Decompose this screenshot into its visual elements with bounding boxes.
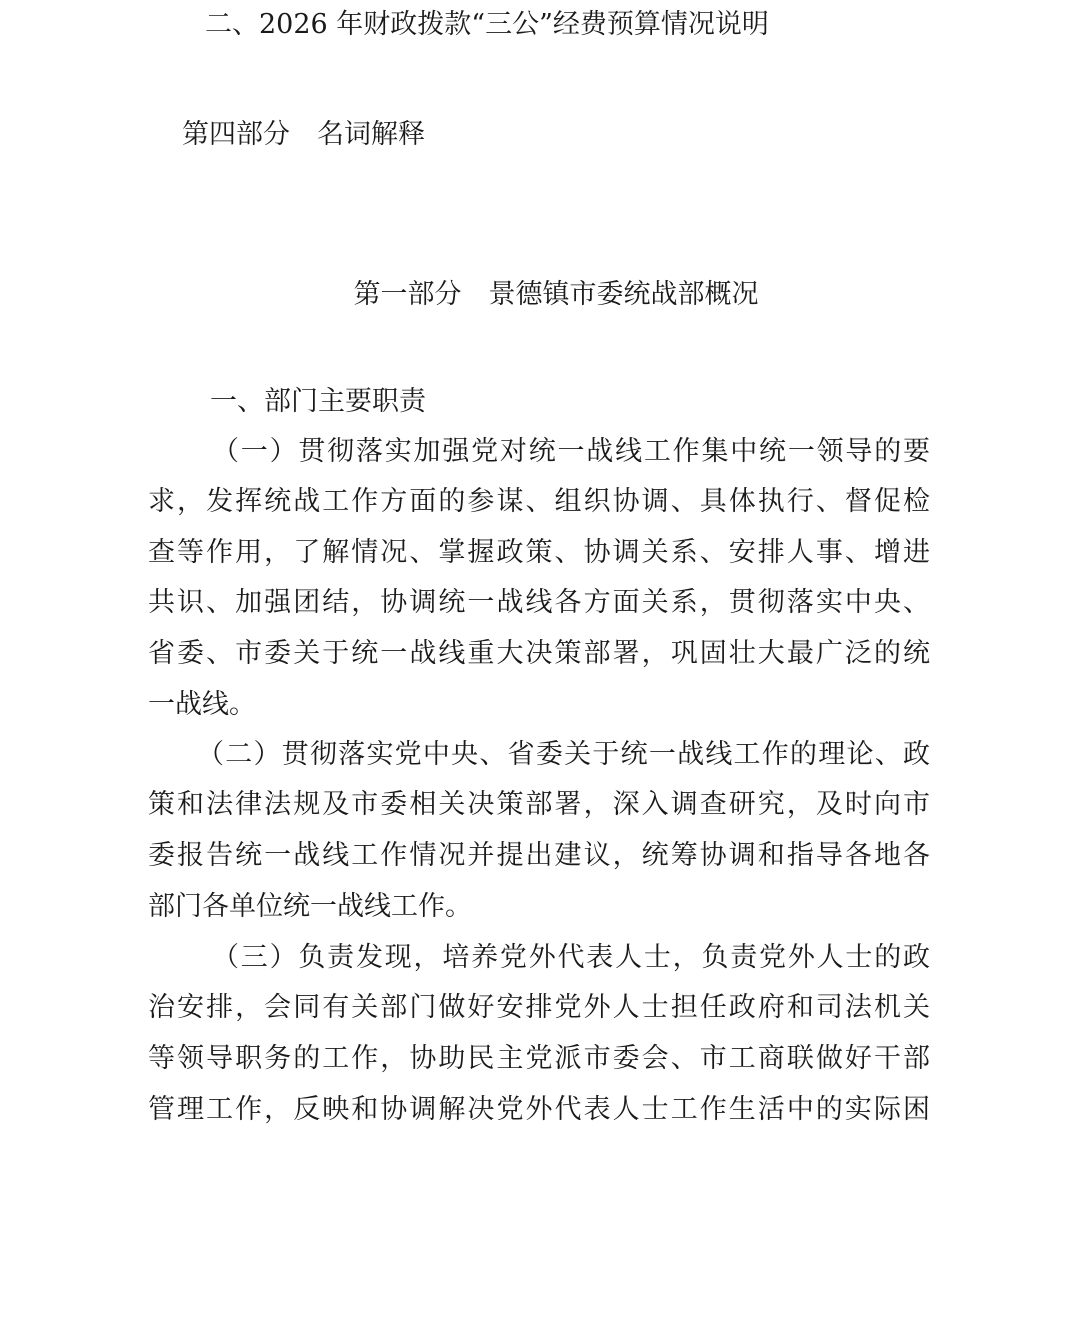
paragraph-line: （二）贯彻落实党中央、省委关于统一战线工作的理论、政 [197,739,930,770]
paragraph-line: 委报告统一战线工作情况并提出建议，统筹协调和指导各地各 [148,840,930,871]
part-1-title: 第一部分 景德镇市委统战部概况 [353,279,759,310]
paragraph-line: 一战线。 [148,689,256,720]
paragraph-line: 策和法律法规及市委相关决策部署，深入调查研究，及时向市 [148,789,930,820]
section-heading: 一、部门主要职责 [210,386,426,417]
paragraph-line: （三）负责发现，培养党外代表人士，负责党外人士的政 [212,942,930,973]
paragraph-line: 查等作用，了解情况、掌握政策、协调关系、安排人事、增进 [148,537,930,568]
paragraph-line: 共识、加强团结，协调统一战线各方面关系，贯彻落实中央、 [148,587,930,618]
paragraph-line: 省委、市委关于统一战线重大决策部署，巩固壮大最广泛的统 [148,638,930,669]
paragraph-line: 等领导职务的工作，协助民主党派市委会、市工商联做好干部 [148,1043,930,1074]
paragraph-line: 求，发挥统战工作方面的参谋、组织协调、具体执行、督促检 [148,486,930,517]
toc-part-4-heading: 第四部分 名词解释 [182,119,425,150]
paragraph-line: 管理工作，反映和协调解决党外代表人士工作生活中的实际困 [148,1094,930,1125]
paragraph-line: 治安排，会同有关部门做好安排党外人士担任政府和司法机关 [148,992,930,1023]
toc-item-sanggong-budget: 二、2026 年财政拨款“三公”经费预算情况说明 [205,9,769,40]
paragraph-line: 部门各单位统一战线工作。 [148,891,472,922]
paragraph-line: （一）贯彻落实加强党对统一战线工作集中统一领导的要 [212,436,930,467]
